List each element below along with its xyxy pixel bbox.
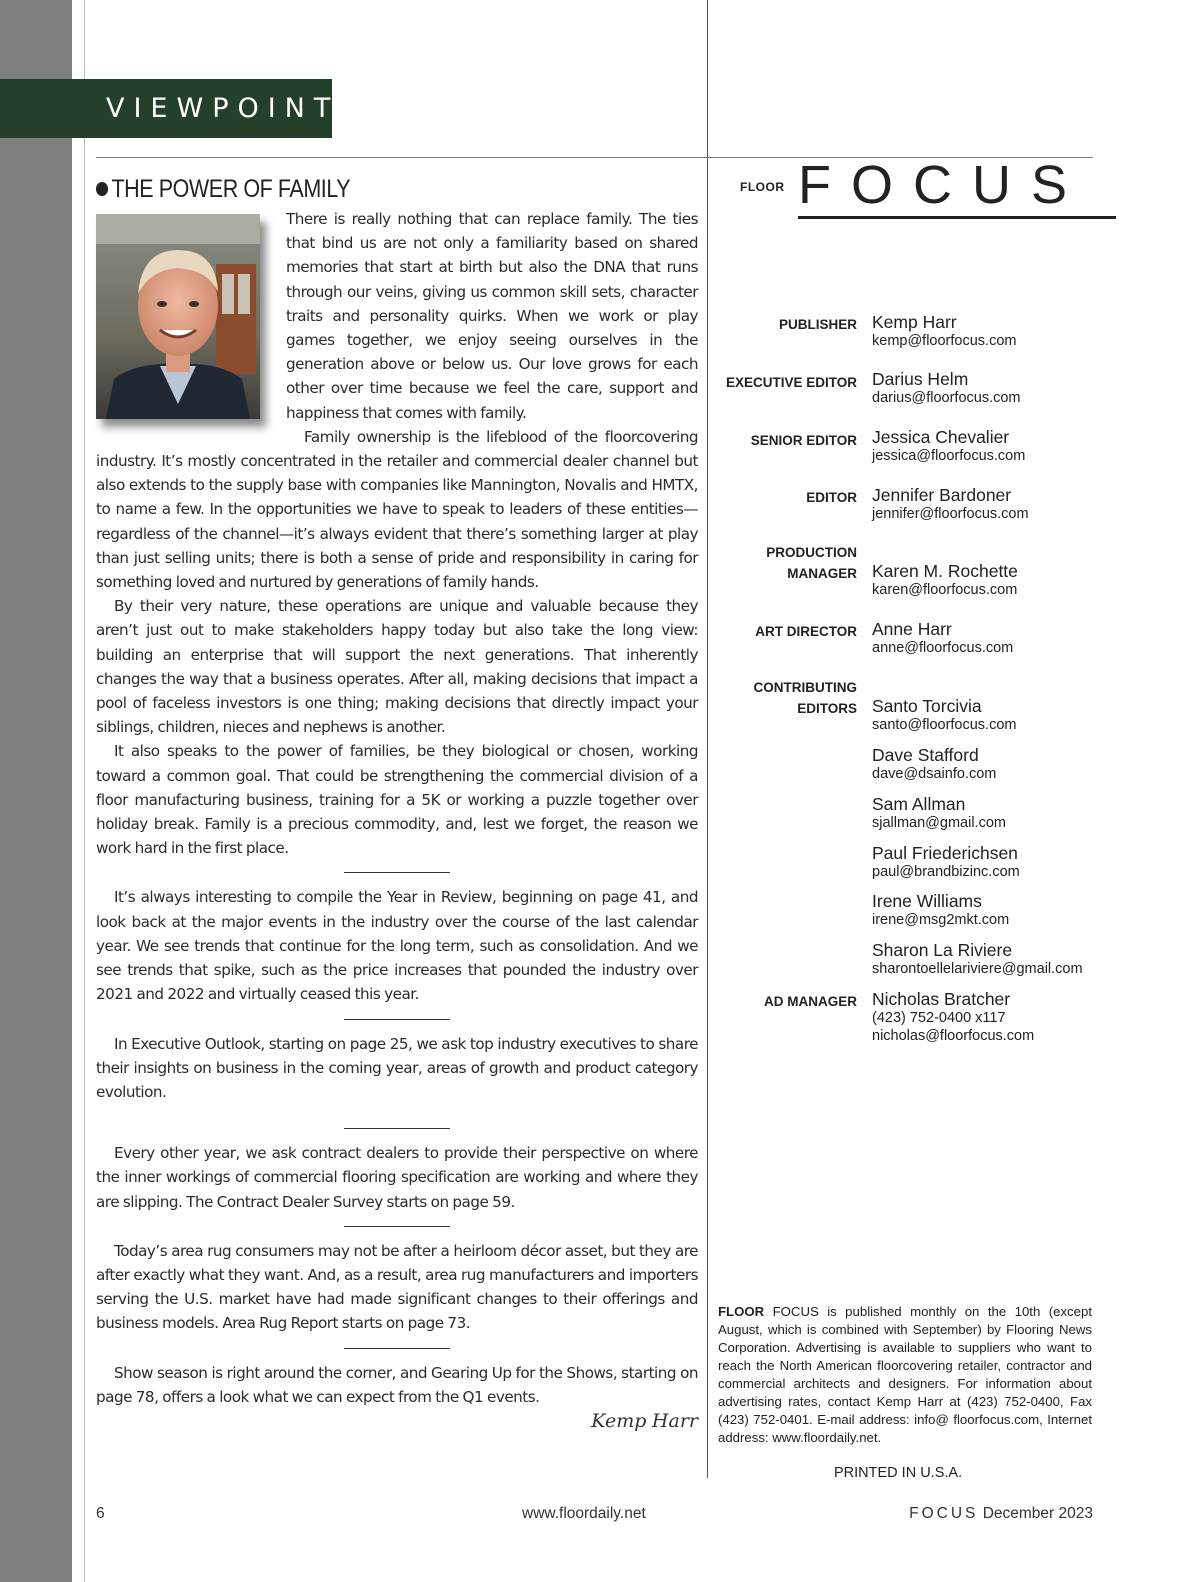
article-paragraph: In Executive Outlook, starting on page 25, we ask top industry executives to share their insights on business in the coming year, areas of growth and product category evolution. xyxy=(96,1034,698,1101)
footer-issue-date: December 2023 xyxy=(982,1505,1093,1522)
printed-in-notice: PRINTED IN U.S.A. xyxy=(834,1465,963,1481)
masthead-person xyxy=(872,844,1102,881)
column-divider xyxy=(707,0,708,1478)
article-paragraph: It’s always interesting to compile the Year in Review, beginning on page 41, and look back at the major events in the industry over the course of the last calendar year. We see trends that continue for the long term, such as consolidation. And we see trends that spike, such as the price increases that pounded the industry over 2021 and 2022 and virtually ceased this year. xyxy=(96,888,698,1004)
logo-floor-text: FLOOR xyxy=(740,180,785,194)
photo-wrap-space xyxy=(96,207,286,431)
person-email: paul@brandbizinc.com xyxy=(872,864,1020,880)
person-email: kemp@floorfocus.com xyxy=(872,333,1017,349)
person-email: karen@floorfocus.com xyxy=(872,582,1018,598)
person-name: Nicholas Bratcher xyxy=(872,989,1011,1009)
masthead-role: PRODUCTION xyxy=(766,545,857,560)
person-email: dave@dsainfo.com xyxy=(872,766,997,782)
masthead-person xyxy=(872,313,1102,350)
about-text: is published monthly on the 10th (except August, which is combined with September) by Flooring News Corporation. Advertising is available to suppliers who want to reach the North American floorcovering retailer, contractor and commercial architects and designers. For information about advertising rates, contact Kemp Harr at (423) 752-0400, Fax (423) 752-0401. E-mail address: info@ floorfocus.com, Internet address: www.floordaily.net. xyxy=(718,1304,1092,1445)
masthead-role: EDITOR xyxy=(806,490,857,505)
masthead-person xyxy=(872,697,1102,734)
about-brand-bold: FLOOR xyxy=(718,1304,765,1319)
person-name: Karen M. Rochette xyxy=(872,561,1018,581)
masthead-role: SENIOR EDITOR xyxy=(750,433,857,448)
person-name: Jennifer Bardoner xyxy=(872,485,1012,505)
article-paragraph: It also speaks to the power of families, be they biological or chosen, working toward a common goal. That could be strengthening the commercial division of a floor manufacturing business, training for a 5K or working a puzzle together over holiday break. Family is a precious commodity, and, lest we forget, the reason we work hard in the first place. xyxy=(96,742,698,858)
masthead-person xyxy=(872,795,1102,832)
footer-magazine: FOCUS xyxy=(909,1505,979,1522)
person-name: Sharon La Riviere xyxy=(872,940,1013,960)
logo-focus-text: FOCUS xyxy=(798,155,1087,215)
person-name: Darius Helm xyxy=(872,369,969,389)
footer-issue xyxy=(909,1505,1093,1523)
masthead-person xyxy=(872,892,1102,929)
about-brand-rest: FOCUS xyxy=(772,1304,819,1319)
masthead-person xyxy=(872,941,1102,978)
article-headline xyxy=(96,175,350,204)
footer-website: www.floordaily.net xyxy=(522,1505,646,1522)
person-email: irene@msg2mkt.com xyxy=(872,912,1010,928)
logo-underline xyxy=(798,216,1116,219)
person-email: anne@floorfocus.com xyxy=(872,640,1014,656)
masthead-person xyxy=(872,370,1102,407)
masthead-role: EDITORS xyxy=(797,701,857,716)
article-paragraph: There is really nothing that can replace family. The ties that bind us are not only a familiarity based on shared memories that start at birth but also the DNA that runs through our veins, giving us common skill sets, character traits and personality quirks. When we work or play games together, we enjoy seeing ourselves in the generation above or below us. Our love grows for each other over time because we feel the care, support and happiness that comes with family. xyxy=(286,210,698,422)
person-name: Dave Stafford xyxy=(872,745,979,765)
article-paragraph: Show season is right around the corner, and Gearing Up for the Shows, starting on page 78, offers a look what we can expect from the Q1 events. xyxy=(96,1363,698,1406)
masthead-role: CONTRIBUTING xyxy=(753,680,857,695)
article-paragraph: Every other year, we ask contract dealers to provide their perspective on where the inner workings of commercial flooring specification are working and where they are slipping. The Contract Dealer Survey starts on page 59. xyxy=(96,1144,698,1211)
person-phone: (423) 752-0400 x117 xyxy=(872,1010,1006,1026)
section-separator xyxy=(344,1019,450,1020)
section-separator xyxy=(344,1348,450,1349)
masthead-person xyxy=(872,620,1102,657)
side-margin-line xyxy=(84,0,85,1582)
person-email: sharontoellelariviere@gmail.com xyxy=(872,961,1083,977)
person-name: Santo Torcivia xyxy=(872,696,982,716)
person-email: sjallman@gmail.com xyxy=(872,815,1006,831)
masthead-person xyxy=(872,990,1102,1045)
person-name: Paul Friederichsen xyxy=(872,843,1018,863)
person-name: Irene Williams xyxy=(872,891,982,911)
page-number: 6 xyxy=(96,1505,105,1522)
masthead-role: EXECUTIVE EDITOR xyxy=(725,375,857,390)
masthead-person xyxy=(872,562,1102,599)
person-name: Jessica Chevalier xyxy=(872,427,1010,447)
person-name: Anne Harr xyxy=(872,619,952,639)
bullet-dot-icon xyxy=(96,182,108,196)
article-paragraph: Today’s area rug consumers may not be after a heirloom décor asset, but they are after exactly what they want. And, as a result, area rug manufacturers and importers serving the U.S. market have had made significant changes to their offerings and business models. Area Rug Report starts on page 73. xyxy=(96,1241,698,1333)
section-separator xyxy=(344,872,450,873)
masthead-role: PUBLISHER xyxy=(778,317,857,332)
person-email: jennifer@floorfocus.com xyxy=(872,506,1029,522)
masthead-role: AD MANAGER xyxy=(764,994,857,1009)
headline-text: THE POWER OF FAMILY xyxy=(111,175,351,203)
author-signature: Kemp Harr xyxy=(591,1409,698,1432)
person-email: jessica@floorfocus.com xyxy=(872,448,1026,464)
masthead-role: ART DIRECTOR xyxy=(755,624,857,639)
article-paragraph: By their very nature, these operations are unique and valuable because they aren’t just out to make stakeholders happy today but also take the long view: building an enterprise that will support the next generations. That inherently changes the way that a business operates. After all, making decisions that impact a pool of faceless investors is one thing; making decisions that directly impact your siblings, children, nieces and nephews is another. xyxy=(96,597,698,737)
person-name: Kemp Harr xyxy=(872,312,957,332)
article-body xyxy=(96,207,698,1433)
publication-info xyxy=(718,1303,1092,1447)
floor-focus-logo xyxy=(740,155,1087,222)
masthead-role: MANAGER xyxy=(787,566,857,581)
section-separator xyxy=(344,1128,450,1129)
masthead-person xyxy=(872,428,1102,465)
article-paragraph: Family ownership is the lifeblood of the floorcovering industry. It’s mostly concentrated in the retailer and commercial dealer channel but also extends to the supply base with companies like Mannington, Novalis and HMTX, to name a few. In the opportunities we have to speak to leaders of these entities—regardless of the channel—it’s always evident that there’s something larger at play than just selling units; there is both a sense of pride and responsibility in caring for something loved and nurtured by generations of family hands. xyxy=(96,427,698,592)
masthead-person xyxy=(872,746,1102,783)
section-separator xyxy=(344,1226,450,1227)
section-banner: VIEWPOINT xyxy=(0,79,332,138)
person-email: santo@floorfocus.com xyxy=(872,717,1017,733)
masthead-person xyxy=(872,486,1102,523)
person-email: nicholas@floorfocus.com xyxy=(872,1028,1035,1044)
person-name: Sam Allman xyxy=(872,794,966,814)
side-color-strip xyxy=(0,0,72,1582)
person-email: darius@floorfocus.com xyxy=(872,390,1021,406)
